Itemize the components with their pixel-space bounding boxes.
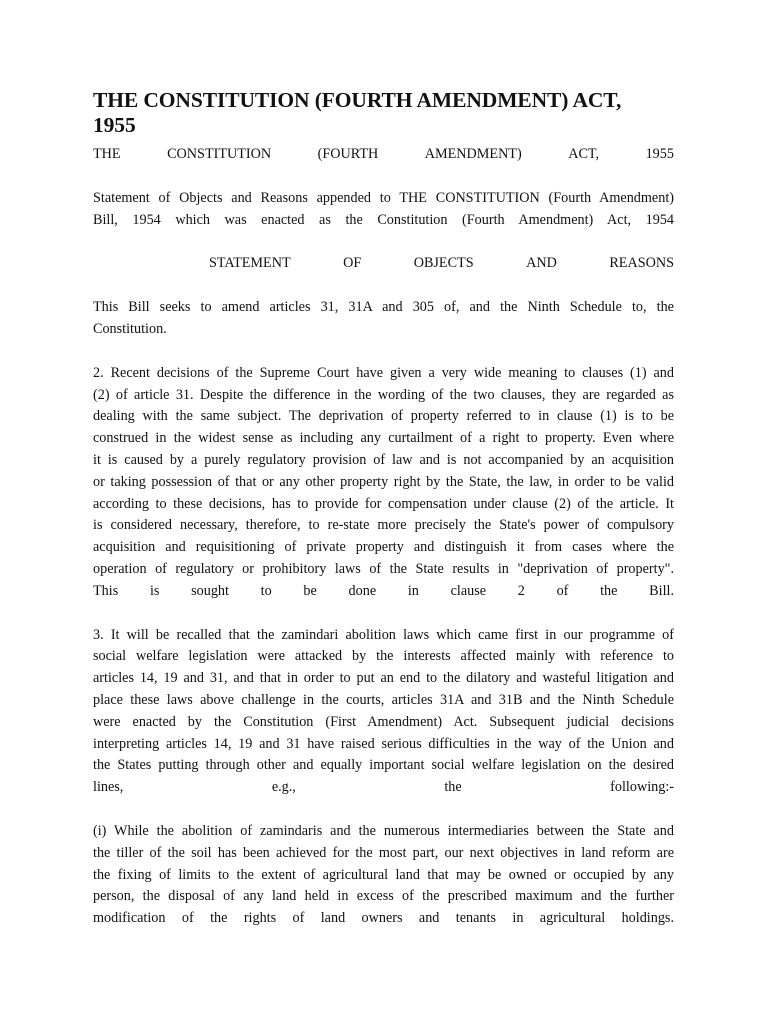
statement-word: STATEMENT bbox=[209, 255, 291, 272]
subtitle-word: 1955 bbox=[645, 146, 674, 162]
text-line: 3. It will be recalled that the zamindari abolition laws which came first in our programme of bbox=[93, 626, 674, 643]
statement-heading bbox=[93, 253, 674, 275]
document-title bbox=[93, 88, 674, 138]
text-line: Bill, 1954 which was enacted as the Constitution (Fourth Amendment) Act, 1954 bbox=[93, 211, 674, 228]
text-line: social welfare legislation were attacked by the interests affected mainly with reference to bbox=[93, 648, 674, 665]
intro-paragraph bbox=[93, 188, 674, 232]
text-line: the tiller of the soil has been achieved for the most part, our next objectives in land reform are bbox=[93, 844, 674, 861]
text-line: interpreting articles 14, 19 and 31 have raised serious difficulties in the way of the Union and bbox=[93, 735, 674, 752]
text-line: or taking possession of that or any other property right by the State, the law, in order to be valid bbox=[93, 473, 674, 490]
statement-word: OBJECTS bbox=[413, 255, 474, 272]
text-line: (2) of article 31. Despite the difference in the wording of the two clauses, they are regarded as bbox=[93, 386, 674, 403]
paragraph-1 bbox=[93, 297, 674, 341]
text-line: This is sought to be done in clause 2 of the Bill. bbox=[93, 582, 674, 599]
paragraph-3 bbox=[93, 625, 674, 799]
text-line: it is caused by a purely regulatory provision of law and is not accompanied by an acquisition bbox=[93, 451, 674, 468]
text-line: lines, e.g., the following:- bbox=[93, 779, 674, 796]
text-line: (i) While the abolition of zamindaris and the numerous intermediaries between the State and bbox=[93, 822, 674, 839]
text-line: were enacted by the Constitution (First Amendment) Act. Subsequent judicial decisions bbox=[93, 713, 674, 730]
text-line: the States putting through other and equally important social welfare legislation on the desired bbox=[93, 757, 674, 774]
text-line: acquisition and requisitioning of private property and distinguish it from cases where the bbox=[93, 539, 674, 556]
text-line: This Bill seeks to amend articles 31, 31A and 305 of, and the Ninth Schedule to, the bbox=[93, 299, 674, 316]
text-line: person, the disposal of any land held in excess of the prescribed maximum and the further bbox=[93, 888, 674, 905]
subtitle-line bbox=[93, 144, 674, 166]
text-line: operation of regulatory or prohibitory laws of the State results in "deprivation of property". bbox=[93, 560, 674, 577]
title-line-1: THE CONSTITUTION (FOURTH AMENDMENT) ACT, bbox=[93, 88, 622, 112]
text-line: dealing with the same subject. The deprivation of property referred to in clause (1) is to be bbox=[93, 408, 674, 425]
statement-word: OF bbox=[343, 255, 362, 272]
subtitle-word: CONSTITUTION bbox=[167, 146, 272, 162]
subtitle-word: AMENDMENT) bbox=[424, 146, 522, 162]
document-page bbox=[93, 88, 674, 930]
text-line: Statement of Objects and Reasons appended to THE CONSTITUTION (Fourth Amendment) bbox=[93, 189, 674, 206]
text-line: is considered necessary, therefore, to re-state more precisely the State's power of compulsory bbox=[93, 517, 674, 534]
paragraph-2 bbox=[93, 363, 674, 603]
text-line: articles 14, 19 and 31, and that in order to put an end to the dilatory and wasteful litigation and bbox=[93, 670, 674, 687]
subtitle-word: ACT, bbox=[568, 146, 600, 162]
title-line-2: 1955 bbox=[93, 113, 136, 137]
subtitle-word: THE bbox=[93, 146, 121, 162]
statement-word: AND bbox=[526, 255, 557, 272]
text-line: 2. Recent decisions of the Supreme Court have given a very wide meaning to clauses (1) and bbox=[93, 364, 674, 381]
paragraph-4 bbox=[93, 821, 674, 930]
text-line: Constitution. bbox=[93, 320, 167, 337]
text-line: modification of the rights of land owners and tenants in agricultural holdings. bbox=[93, 910, 674, 927]
text-line: place these laws above challenge in the courts, articles 31A and 31B and the Ninth Schedule bbox=[93, 691, 674, 708]
text-line: according to these decisions, has to provide for compensation under clause (2) of the article. It bbox=[93, 495, 674, 512]
text-line: construed in the widest sense as including any curtailment of a right to property. Even where bbox=[93, 430, 674, 447]
subtitle-word: (FOURTH bbox=[317, 146, 379, 162]
text-line: the fixing of limits to the extent of agricultural land that may be owned or occupied by any bbox=[93, 866, 674, 883]
statement-word: REASONS bbox=[609, 255, 674, 272]
